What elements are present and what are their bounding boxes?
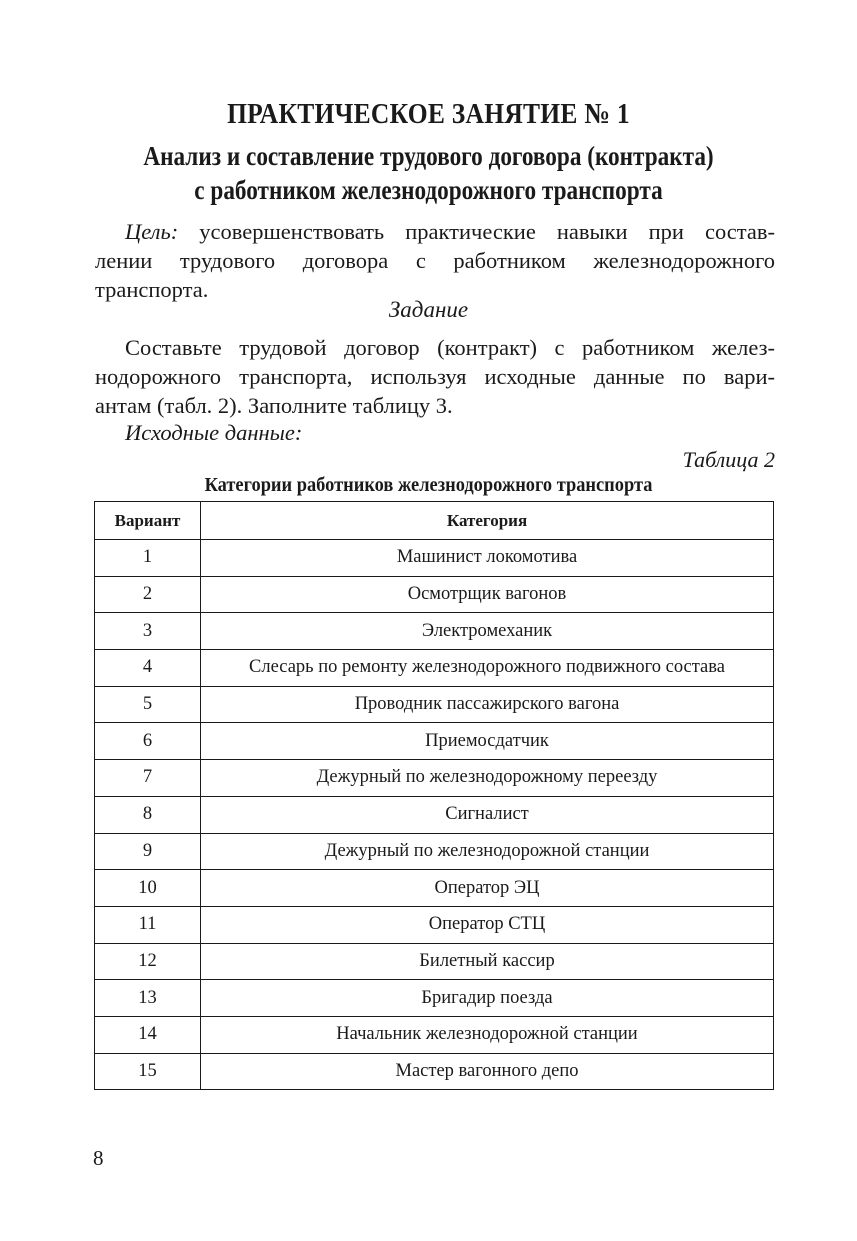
cell-category: Начальник железнодорожной станции (201, 1016, 774, 1053)
cell-variant: 3 (95, 613, 201, 650)
table-row (95, 833, 774, 870)
cell-variant: 6 (95, 723, 201, 760)
table-row (95, 1016, 774, 1053)
cell-variant: 5 (95, 686, 201, 723)
cell-variant: 15 (95, 1053, 201, 1090)
table-title: Категории работников железнодорожного транспорта (204, 474, 653, 496)
task-heading: Задание (388, 297, 469, 322)
cell-variant: 2 (95, 576, 201, 613)
cell-category: Оператор СТЦ (201, 906, 774, 943)
cell-variant: 12 (95, 943, 201, 980)
table-row (95, 613, 774, 650)
cell-category: Электромеханик (201, 613, 774, 650)
cell-category: Дежурный по железнодорожному переезду (201, 760, 774, 797)
cell-category: Бригадир поезда (201, 980, 774, 1017)
goal-line-3: транспорта. (95, 277, 209, 302)
header-variant: Вариант (95, 502, 201, 540)
table-row (95, 540, 774, 577)
table-row (95, 723, 774, 760)
page-subtitle-line2: с работником железнодорожного транспорта (194, 175, 663, 205)
table-row (95, 943, 774, 980)
goal-line-2: лении трудового договора с работником железнодорожного (95, 248, 775, 273)
goal-line-1: Цель: усовершенствовать практические навыки при состав- (125, 219, 775, 244)
page-number: 8 (93, 1146, 104, 1170)
header-category: Категория (201, 502, 774, 540)
table-row (95, 576, 774, 613)
source-data-label: Исходные данные: (125, 420, 303, 445)
cell-variant: 10 (95, 870, 201, 907)
table-row (95, 1053, 774, 1090)
goal-label: Цель: (125, 219, 179, 244)
table-row (95, 906, 774, 943)
task-paragraph (95, 333, 775, 420)
categories-table (94, 501, 774, 1090)
table-row (95, 650, 774, 687)
cell-variant: 1 (95, 540, 201, 577)
table-row (95, 760, 774, 797)
cell-category: Слесарь по ремонту железнодорожного подвижного состава (201, 650, 774, 687)
task-line-3: антам (табл. 2). Заполните таблицу 3. (95, 393, 453, 418)
cell-category: Дежурный по железнодорожной станции (201, 833, 774, 870)
cell-category: Сигналист (201, 796, 774, 833)
table-row (95, 980, 774, 1017)
cell-category: Оператор ЭЦ (201, 870, 774, 907)
cell-category: Машинист локомотива (201, 540, 774, 577)
task-line-1: Составьте трудовой договор (контракт) с работником желез- (125, 335, 775, 360)
cell-variant: 9 (95, 833, 201, 870)
cell-variant: 8 (95, 796, 201, 833)
table-row (95, 796, 774, 833)
cell-variant: 7 (95, 760, 201, 797)
table-number-label: Таблица 2 (682, 447, 775, 472)
cell-category: Мастер вагонного депо (201, 1053, 774, 1090)
cell-category: Приемосдатчик (201, 723, 774, 760)
task-line-2: нодорожного транспорта, используя исходные данные по вари- (95, 364, 775, 389)
cell-variant: 4 (95, 650, 201, 687)
cell-variant: 14 (95, 1016, 201, 1053)
goal-paragraph (95, 217, 775, 304)
cell-category: Проводник пассажирского вагона (201, 686, 774, 723)
cell-category: Билетный кассир (201, 943, 774, 980)
cell-variant: 11 (95, 906, 201, 943)
table-header-row (95, 502, 774, 540)
page-subtitle-line1: Анализ и составление трудового договора (контракта) (143, 141, 714, 171)
table-row (95, 870, 774, 907)
table-row (95, 686, 774, 723)
cell-variant: 13 (95, 980, 201, 1017)
page-title: ПРАКТИЧЕСКОЕ ЗАНЯТИЕ № 1 (227, 98, 630, 130)
cell-category: Осмотрщик вагонов (201, 576, 774, 613)
source-data-paragraph (95, 418, 775, 447)
